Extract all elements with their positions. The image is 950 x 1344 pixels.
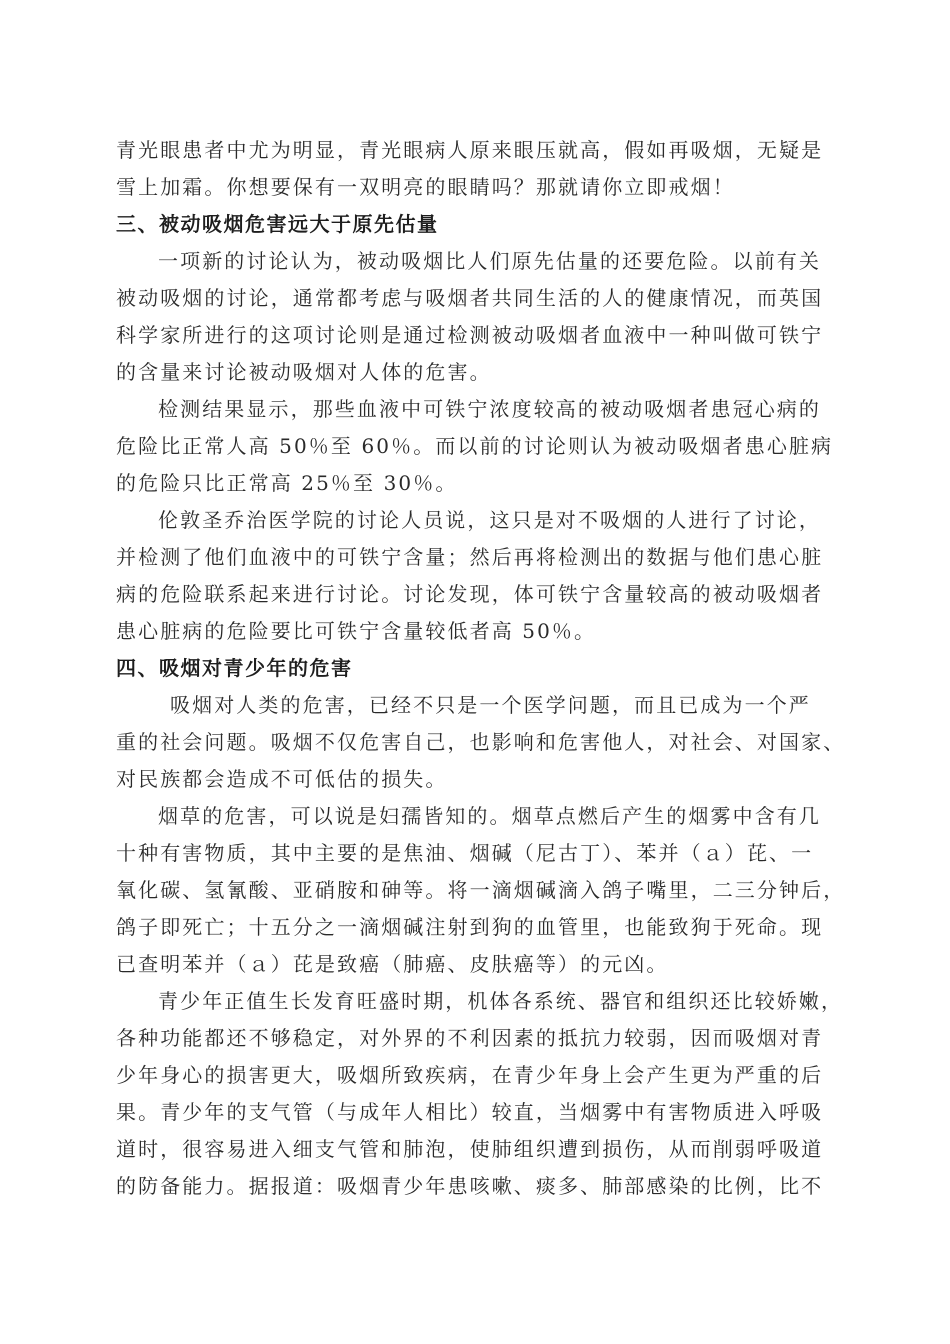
paragraph-line: 青少年正值生长发育旺盛时期，机体各系统、器官和组织还比较娇嫩， bbox=[158, 989, 844, 1013]
paragraph-line: 伦敦圣乔治医学院的讨论人员说，这只是对不吸烟的人进行了讨论， bbox=[158, 508, 821, 532]
paragraph-line: 已查明苯并（ａ）芘是致癌（肺癌、皮肤癌等）的元凶。 bbox=[116, 952, 669, 976]
paragraph-line: 被动吸烟的讨论，通常都考虑与吸烟者共同生活的人的健康情况，而英国 bbox=[116, 286, 824, 310]
paragraph-line: 氧化碳、氢氰酸、亚硝胺和砷等。将一滴烟碱滴入鸽子嘴里，二三分钟后， bbox=[116, 878, 846, 902]
paragraph-line: 果。青少年的支气管（与成年人相比）较直，当烟雾中有害物质进入呼吸 bbox=[116, 1100, 824, 1124]
paragraph-line: 科学家所进行的这项讨论则是通过检测被动吸烟者血液中一种叫做可铁宁 bbox=[116, 323, 824, 347]
paragraph-line: 一项新的讨论认为，被动吸烟比人们原先估量的还要危险。以前有关 bbox=[158, 249, 821, 273]
paragraph-line: 的防备能力。据报道：吸烟青少年患咳嗽、痰多、肺部感染的比例，比不 bbox=[116, 1174, 824, 1198]
paragraph-line: 少年身心的损害更大，吸烟所致疾病，在青少年身上会产生更为严重的后 bbox=[116, 1063, 824, 1087]
paragraph-line: 对民族都会造成不可低估的损失。 bbox=[116, 767, 448, 791]
paragraph-line: 雪上加霜。你想要保有一双明亮的眼睛吗？那就请你立即戒烟！ bbox=[116, 175, 735, 199]
paragraph-line: 道时，很容易进入细支气管和肺泡，使肺组织遭到损伤，从而削弱呼吸道 bbox=[116, 1137, 824, 1161]
paragraph-line: 青光眼患者中尤为明显，青光眼病人原来眼压就高，假如再吸烟，无疑是 bbox=[116, 138, 824, 162]
paragraph-line: 烟草的危害，可以说是妇孺皆知的。烟草点燃后产生的烟雾中含有几 bbox=[158, 804, 821, 828]
paragraph-line: 重的社会问题。吸烟不仅危害自己，也影响和危害他人，对社会、对国家、 bbox=[116, 730, 846, 754]
section-heading-4: 四、吸烟对青少年的危害 bbox=[116, 656, 353, 680]
paragraph-line: 病的危险联系起来进行讨论。讨论发现，体可铁宁含量较高的被动吸烟者 bbox=[116, 582, 824, 606]
paragraph-line: 并检测了他们血液中的可铁宁含量；然后再将检测出的数据与他们患心脏 bbox=[116, 545, 824, 569]
paragraph-line: 各种功能都还不够稳定，对外界的不利因素的抵抗力较弱，因而吸烟对青 bbox=[116, 1026, 824, 1050]
paragraph-line: 鸽子即死亡；十五分之一滴烟碱注射到狗的血管里，也能致狗于死命。现 bbox=[116, 915, 824, 939]
paragraph-line: 吸烟对人类的危害，已经不只是一个医学问题，而且已成为一个严 bbox=[170, 693, 811, 717]
paragraph-line: 检测结果显示，那些血液中可铁宁浓度较高的被动吸烟者患冠心病的 bbox=[158, 397, 821, 421]
section-heading-3: 三、被动吸烟危害远大于原先估量 bbox=[116, 212, 439, 236]
paragraph-line: 的含量来讨论被动吸烟对人体的危害。 bbox=[116, 360, 492, 384]
paragraph-line: 患心脏病的危险要比可铁宁含量较低者高 50％。 bbox=[116, 619, 597, 643]
paragraph-line: 十种有害物质，其中主要的是焦油、烟碱（尼古丁）、苯并（ａ）芘、一 bbox=[116, 841, 814, 865]
paragraph-line: 危险比正常人高 50％至 60％。而以前的讨论则认为被动吸烟者患心脏病 bbox=[116, 434, 834, 458]
paragraph-line: 的危险只比正常高 25％至 30％。 bbox=[116, 471, 458, 495]
